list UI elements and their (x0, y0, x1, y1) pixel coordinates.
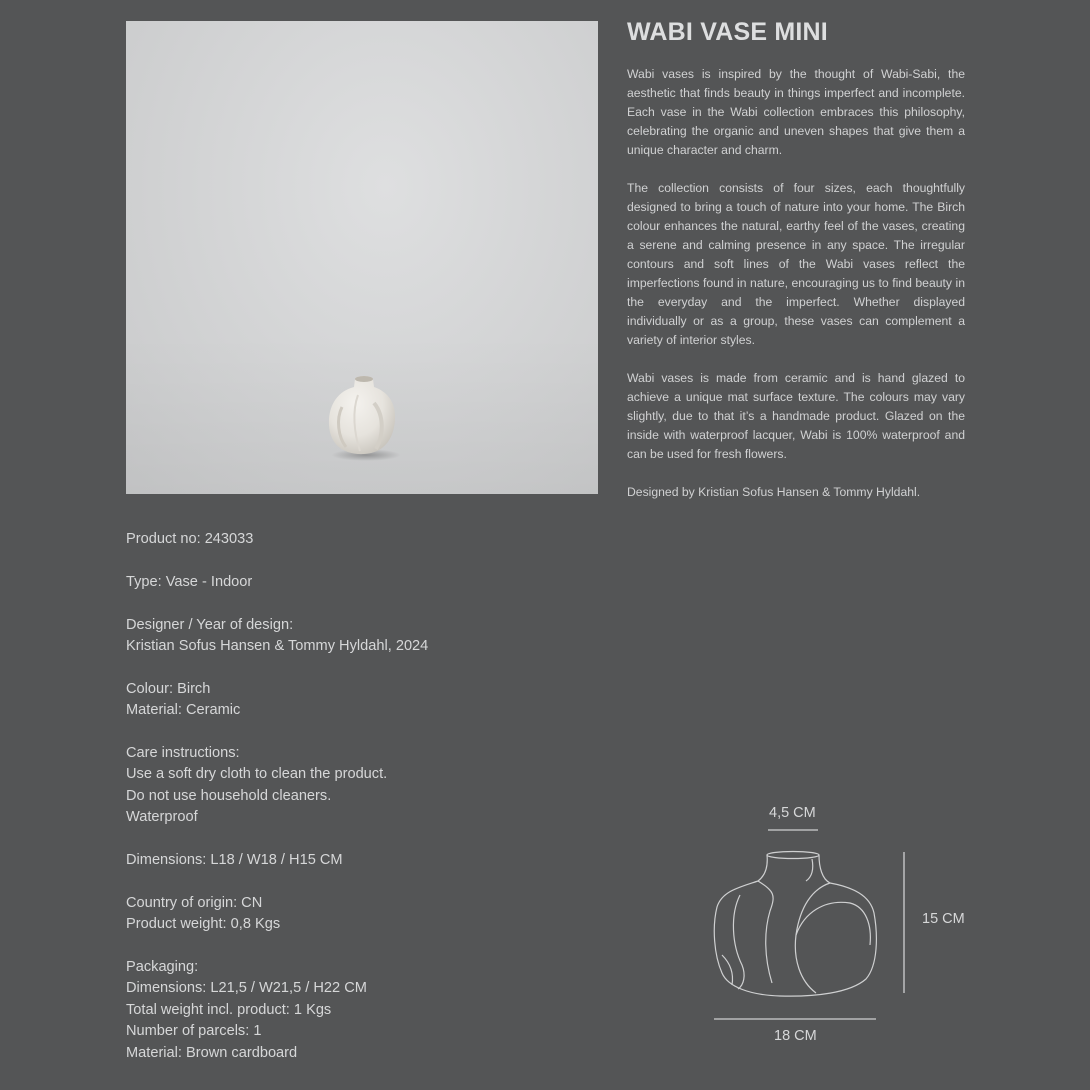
spec-line: Designer / Year of design: (126, 616, 294, 633)
spec-line: Packaging: (126, 959, 199, 976)
spec-line: Do not use household cleaners. (126, 787, 332, 804)
spec-designer (126, 615, 626, 658)
description-paragraph: The collection consists of four sizes, each thoughtfully designed to bring a touch of nature into your home. The Birch colour enhances the natural, earthy feel of the vases, creating a serene and calming presence in any space. The irregular contours and soft lines of the Wabi vases reflect the imperfections found in nature, encouraging us to find beauty in the everyday and the imperfect. Whether displayed individually or as a group, these vases can complement a variety of interior styles. (627, 181, 965, 347)
vase-outline-icon (714, 852, 876, 997)
spec-line: Dimensions: L21,5 / W21,5 / H22 CM (126, 980, 367, 997)
top-dimension-label: 4,5 CM (769, 805, 816, 821)
spec-care (126, 743, 626, 829)
spec-dimensions (126, 850, 626, 871)
spec-packaging (126, 957, 626, 1064)
spec-line: Product no: 243033 (126, 531, 254, 547)
spec-product-number (126, 529, 626, 550)
product-description (627, 65, 965, 521)
spec-colour-material (126, 679, 626, 722)
spec-line: Dimensions: L18 / W18 / H15 CM (126, 852, 343, 869)
description-paragraph: Wabi vases is inspired by the thought of Wabi-Sabi, the aesthetic that finds beauty in things imperfect and incomplete. Each vase in the Wabi collection embraces this philosophy, celebrating the organic and uneven shapes that give them a unique character and charm. (627, 67, 965, 157)
spec-line: Number of parcels: 1 (126, 1023, 262, 1040)
spec-line: Type: Vase - Indoor (126, 573, 253, 590)
spec-line: Total weight incl. product: 1 Kgs (126, 1001, 332, 1018)
product-photo (126, 21, 598, 494)
spec-line: Kristian Sofus Hansen & Tommy Hyldahl, 2024 (126, 638, 429, 654)
spec-line: Material: Ceramic (126, 702, 241, 719)
vase-image (322, 367, 402, 459)
spec-line: Care instructions: (126, 745, 240, 761)
spec-line: Material: Brown cardboard (126, 1044, 298, 1061)
product-title: WABI VASE MINI (627, 18, 828, 46)
product-specs (126, 529, 626, 1085)
dimension-drawing (700, 795, 920, 1025)
spec-line: Country of origin: CN (126, 894, 263, 911)
spec-line: Colour: Birch (126, 680, 211, 697)
height-dimension-label: 15 CM (922, 911, 965, 927)
spec-line: Product weight: 0,8 Kgs (126, 916, 281, 933)
designer-credit: Designed by Kristian Sofus Hansen & Tommy Hyldahl. (627, 485, 921, 499)
description-paragraph: Wabi vases is made from ceramic and is hand glazed to achieve a unique mat surface texture. The colours may vary slightly, due to that it’s a handmade product. Glazed on the inside with waterproof lacquer, Wabi is 100% waterproof and can be used for fresh flowers. (627, 371, 965, 461)
spec-type (126, 572, 626, 593)
spec-line: Waterproof (126, 809, 198, 826)
spec-line: Use a soft dry cloth to clean the product. (126, 766, 388, 783)
spec-origin-weight (126, 893, 626, 936)
width-dimension-label: 18 CM (774, 1028, 817, 1044)
